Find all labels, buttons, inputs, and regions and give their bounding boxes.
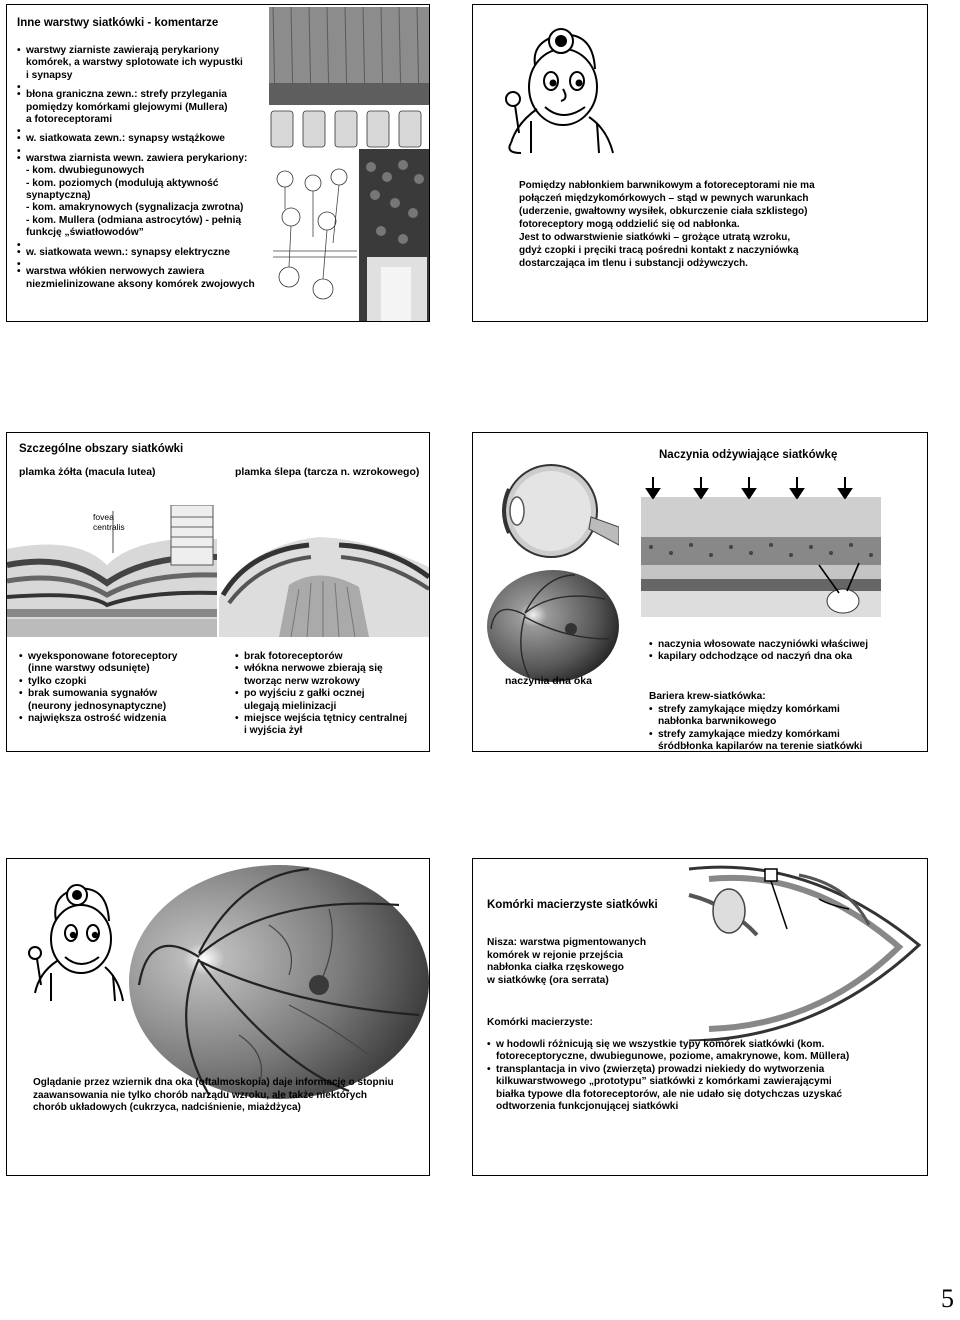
slide-ophthalmoscopy [6,858,430,1176]
bullet-item: • transplantacja in vivo (zwierzęta) prowadzi niekiedy do wytworzenia [487,1064,849,1076]
bullet-continuation: ulegają mielinizacji [244,700,337,712]
bullet-item: • tylko czopki [19,676,177,688]
text-line: Nisza: warstwa pigmentowanych [487,937,647,948]
doctor-cartoon-image [497,13,623,155]
bullet-item: • strefy zamykające między komórkami [649,704,862,716]
stem-cells-bullet-list [487,1039,849,1113]
page-number: 5 [941,1284,954,1313]
bullet-continuation: śródbłonka kapilarów na terenie siatkówki [658,741,863,752]
bullet-continuation: nabłonka barwnikowego [658,716,777,728]
bullet-item: • w hodowli różnicują się we wszystkie typy komórek siatkówki (kom. [487,1039,849,1051]
bullet-item: • naczynia włosowate naczyniówki właściwej [649,639,868,651]
bullet-continuation: i synapsy [26,69,73,81]
bullet-list [17,45,255,291]
bullet-item: • brak sumowania sygnałów [19,688,177,700]
text-line: dostarczająca im tlenu i substancji odżywczych. [519,258,748,269]
bullet-continuation: niezmielinizowane aksony komórek zwojowych [26,278,255,290]
bullet-continuation: (inne warstwy odsunięte) [28,663,150,675]
text-line: w siatkówkę (ora serrata) [487,974,609,986]
bullet-continuation: a fotoreceptorami [26,114,113,126]
fovea-label-line: fovea [93,512,114,522]
text-line: Jest to odwarstwienie siatkówki – grożące utratą wzroku, [519,232,791,243]
doctor-cartoon-image [21,869,129,1003]
slide-retinal-detachment [472,4,928,322]
blind-spot-bullet-list [235,651,407,738]
bullet-item: • największa ostrość widzenia [19,713,177,725]
fundus-caption: naczynia dna oka [505,675,592,687]
bullet-item: • w. siatkowata wewn.: synapsy elektryczne [17,247,255,259]
slide-title: Naczynia odżywiające siatkówkę [659,449,838,461]
slide-retina-layers-comments [6,4,430,322]
ophthalmoscopy-text [33,1077,394,1115]
bullet-continuation: odtworzenia funkcjonującej siatkówki [496,1101,679,1113]
bullet-continuation: tworząc nerw wzrokowy [244,675,361,687]
barrier-title: Bariera krew-siatkówka: [649,691,766,702]
bullet-item: • po wyjściu z gałki ocznej [235,688,407,700]
text-line: Pomiędzy nabłonkiem barwnikowym a fotoreceptorami nie ma [519,180,815,191]
niche-text [487,937,646,987]
bullet-item: • warstwa włókien nerwowych zawiera [17,266,255,278]
spacer [17,82,255,89]
detachment-text [519,179,815,270]
text-line: komórek w rejonie przejścia [487,949,623,961]
macula-label: plamka żółta (macula lutea) [19,466,156,478]
bullet-continuation: synaptyczną) [26,190,91,202]
eye-cross-section-image [495,455,619,563]
stem-cells-title: Komórki macierzyste: [487,1017,593,1028]
text-line: chorób układowych (cukrzyca, nadciśnienie, miażdżyca) [33,1102,301,1114]
text-line: (uderzenie, gwałtowny wysiłek, obkurczenie ciała szklistego) [519,206,808,217]
bullet-continuation: pomiędzy komórkami glejowymi (Mullera) [26,101,228,113]
text-line: zaawansowania nie tylko chorób narządu wzroku, ale także niektórych [33,1089,367,1101]
fundus-photo [485,569,621,683]
spacer [17,240,255,247]
bullet-item: • strefy zamykające miedzy komórkami [649,729,862,741]
slide-retinal-vessels [472,432,928,752]
bullet-continuation: (neurony jednosynaptyczne) [28,700,167,712]
bullet-item: • w. siatkowata zewn.: synapsy wstążkowe [17,133,255,145]
spacer [17,259,255,266]
optic-disc-micrograph [219,505,429,637]
bullet-item: • warstwy ziarniste zawierają perykariony [17,45,255,57]
bullet-continuation: fotoreceptoryczne, dwubiegunowe, poziome, amakrynowe, kom. Müllera) [496,1051,850,1063]
text-line: nabłonka ciałka rzęskowego [487,962,625,974]
bullet-item: • błona graniczna zewn.: strefy przylegania [17,89,255,101]
bullet-continuation: i wyjścia żył [244,725,303,737]
bullet-continuation: - kom. dwubiegunowych [26,165,145,177]
bullet-item: • miejsce wejścia tętnicy centralnej [235,713,407,725]
bullet-item: • wyeksponowane fotoreceptory [19,651,177,663]
bullet-continuation: kilkuwarstwowego „prototypu” siatkówki z komórkami zawierającymi [496,1076,832,1088]
fovea-label [93,513,125,532]
bullet-item: • warstwa ziarnista wewn. zawiera perykariony: [17,153,255,165]
bullet-continuation: - kom. Mullera (odmiana astrocytów) - pełnią [26,214,242,226]
bullet-continuation: - kom. poziomych (modulują aktywność [26,177,219,189]
retina-vessels-micrograph [641,497,881,617]
spacer [17,146,255,153]
retina-layers-micrograph [263,7,430,322]
vessels-bullet-list [649,639,868,664]
blind-spot-label: plamka ślepa (tarcza n. wzrokowego) [235,466,420,478]
text-line: połączeń międzykomórkowych – stąd w pewnych warunkach [519,193,809,204]
arrows-row [641,477,881,499]
slide-title: Inne warstwy siatkówki - komentarze [17,17,219,29]
text-line: gdyż czopki i pręciki tracą pośredni kontakt z naczyniówką [519,245,799,256]
ciliary-body-diagram [669,865,925,1041]
bullet-item: • włókna nerwowe zbierają się [235,663,407,675]
text-line: Oglądanie przez wziernik dna oka (oftalmoskopia) daje informację o stopniu [33,1077,394,1088]
fovea-label-line: centralis [93,521,125,532]
slide-special-retina-areas [6,432,430,752]
bullet-continuation: komórek, a warstwy splotowate ich wypustki [26,57,243,69]
text-line: fotoreceptory mogą oddzielić się od nabłonka. [519,219,740,230]
spacer [17,126,255,133]
bullet-item: • brak fotoreceptorów [235,651,407,663]
bullet-continuation: - kom. amakrynowych (sygnalizacja zwrotna) [26,202,244,214]
slide-title: Szczególne obszary siatkówki [19,443,184,455]
slide-title: Komórki macierzyste siatkówki [487,899,658,911]
macula-bullet-list [19,651,177,725]
bullet-item: • kapilary odchodzące od naczyń dna oka [649,651,868,663]
barrier-bullet-list [649,704,862,752]
slide-retinal-stem-cells [472,858,928,1176]
bullet-continuation: białka typowe dla fotoreceptorów, ale nie udało się dotychczas uzyskać [496,1088,843,1100]
fundus-photo-large [129,865,429,1099]
bullet-continuation: funkcję „światłowodów” [26,227,144,239]
